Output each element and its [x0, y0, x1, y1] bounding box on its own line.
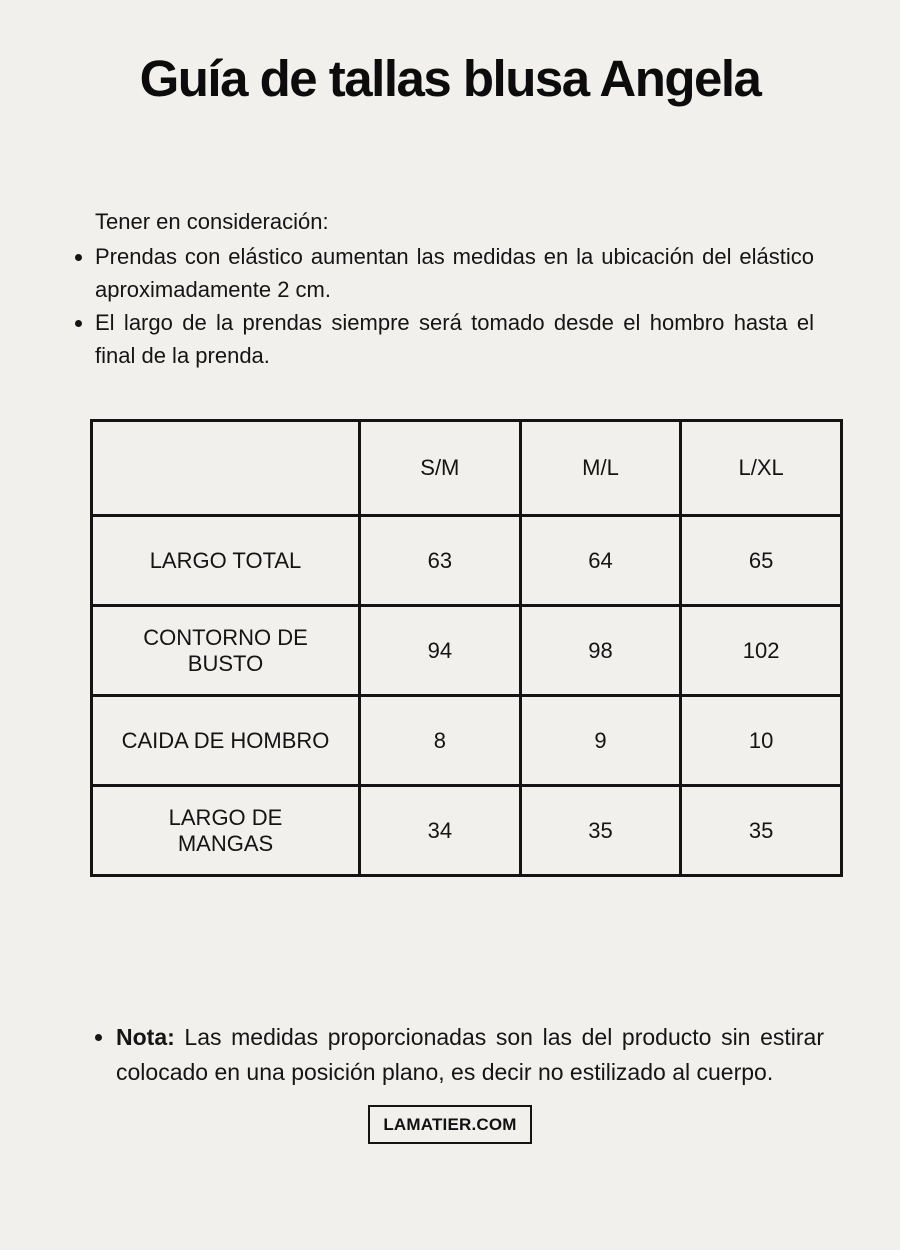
size-column-header: S/M [360, 421, 521, 516]
size-table [90, 419, 843, 877]
measurement-row-label: CAIDA DE HOMBRO [92, 696, 360, 786]
measurement-value-cell: 9 [520, 696, 681, 786]
considerations-section [78, 205, 814, 372]
measurement-row-label: LARGO TOTAL [92, 516, 360, 606]
measurement-value-cell: 64 [520, 516, 681, 606]
corner-cell [92, 421, 360, 516]
considerations-list [78, 240, 814, 372]
size-table-body [92, 516, 842, 876]
size-column-header: M/L [520, 421, 681, 516]
page-title: Guía de tallas blusa Angela [139, 50, 761, 107]
measurement-value-cell: 98 [520, 606, 681, 696]
considerations-heading: Tener en consideración: [95, 209, 329, 235]
measurement-row-label: LARGO DE MANGAS [92, 786, 360, 876]
table-row [92, 696, 842, 786]
measurement-value-cell: 65 [681, 516, 842, 606]
consideration-item: • El largo de la prendas siempre será tomado desde el hombro hasta el final de la prenda. [95, 306, 814, 372]
measurement-value-cell: 35 [520, 786, 681, 876]
measurement-value-cell: 94 [360, 606, 521, 696]
measurement-value-cell: 10 [681, 696, 842, 786]
measurement-value-cell: 8 [360, 696, 521, 786]
note-text: Las medidas proporcionadas son las del producto sin estirar colocado en una posición plano, es decir no estilizado al cuerpo. [116, 1024, 825, 1086]
size-column-header: L/XL [681, 421, 842, 516]
size-table-header-row [92, 421, 842, 516]
note-item [116, 1020, 824, 1090]
consideration-item: • Prendas con elástico aumentan las medidas en la ubicación del elástico aproximadamente 2 cm. [95, 240, 814, 306]
brand-box: LAMATIER.COM [368, 1105, 531, 1144]
footer [0, 1105, 900, 1144]
note-label: Nota: [116, 1024, 175, 1051]
measurement-value-cell: 102 [681, 606, 842, 696]
measurement-row-label: CONTORNO DE BUSTO [92, 606, 360, 696]
measurement-value-cell: 63 [360, 516, 521, 606]
measurement-value-cell: 34 [360, 786, 521, 876]
measurement-value-cell: 35 [681, 786, 842, 876]
table-row [92, 516, 842, 606]
table-row [92, 606, 842, 696]
table-row [92, 786, 842, 876]
note-section [90, 1020, 824, 1090]
note-list [90, 1020, 824, 1090]
